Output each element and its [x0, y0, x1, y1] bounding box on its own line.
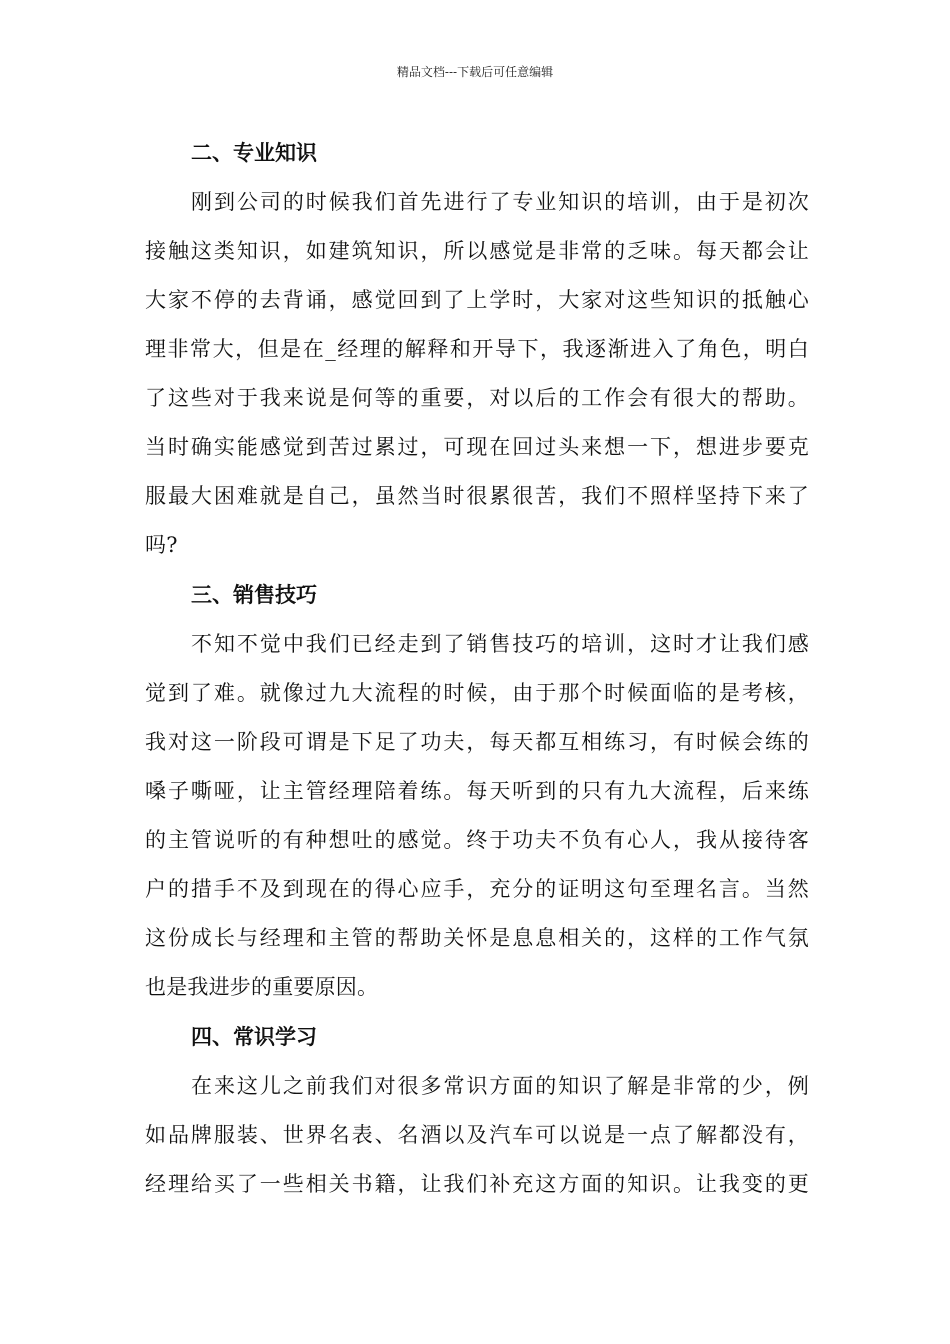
- text-line: 不知不觉中我们已经走到了销售技巧的培训，这时才让我们感: [191, 632, 809, 656]
- paragraph-general-knowledge: [145, 1062, 809, 1209]
- text-line: 理非常大，但是在_经理的解释和开导下，我逐渐进入了角色，明白: [145, 337, 809, 361]
- text-line: 服最大困难就是自己，虽然当时很累很苦，我们不照样坚持下来了: [145, 484, 809, 508]
- text-line: 这份成长与经理和主管的帮助关怀是息息相关的，这样的工作气氛: [145, 926, 809, 950]
- section-heading-general-knowledge: 四、常识学习: [191, 1024, 317, 1049]
- section-heading-sales-skills: 三、销售技巧: [191, 582, 317, 607]
- section-heading-professional-knowledge: 二、专业知识: [191, 140, 317, 165]
- text-line: 也是我进步的重要原因。: [145, 975, 379, 999]
- paragraph-sales-skills: [145, 620, 809, 1012]
- text-line: 如品牌服装、世界名表、名酒以及汽车可以说是一点了解都没有，: [145, 1123, 809, 1147]
- text-line: 嗓子嘶哑，让主管经理陪着练。每天听到的只有九大流程，后来练: [145, 779, 809, 803]
- text-line: 接触这类知识，如建筑知识，所以感觉是非常的乏味。每天都会让: [145, 239, 809, 263]
- text-line: 我对这一阶段可谓是下足了功夫，每天都互相练习，有时候会练的: [145, 730, 809, 754]
- text-line: 的主管说听的有种想吐的感觉。终于功夫不负有心人，我从接待客: [145, 828, 809, 852]
- text-line: 了这些对于我来说是何等的重要，对以后的工作会有很大的帮助。: [145, 386, 809, 410]
- text-line: 觉到了难。就像过九大流程的时候，由于那个时候面临的是考核，: [145, 681, 809, 705]
- paragraph-professional-knowledge: [145, 178, 809, 570]
- document-body: [145, 128, 809, 1209]
- text-line: 吗?: [145, 533, 178, 557]
- text-line: 大家不停的去背诵，感觉回到了上学时，大家对这些知识的抵触心: [145, 288, 809, 312]
- text-line: 在来这儿之前我们对很多常识方面的知识了解是非常的少，例: [191, 1074, 809, 1098]
- text-line: 刚到公司的时候我们首先进行了专业知识的培训，由于是初次: [191, 190, 809, 214]
- text-line: 当时确实能感觉到苦过累过，可现在回过头来想一下，想进步要克: [145, 435, 809, 459]
- page-header: 精品文档---下载后可任意编辑: [396, 65, 554, 79]
- text-line: 经理给买了一些相关书籍，让我们补充这方面的知识。让我变的更: [145, 1172, 809, 1196]
- text-line: 户的措手不及到现在的得心应手，充分的证明这句至理名言。当然: [145, 877, 809, 901]
